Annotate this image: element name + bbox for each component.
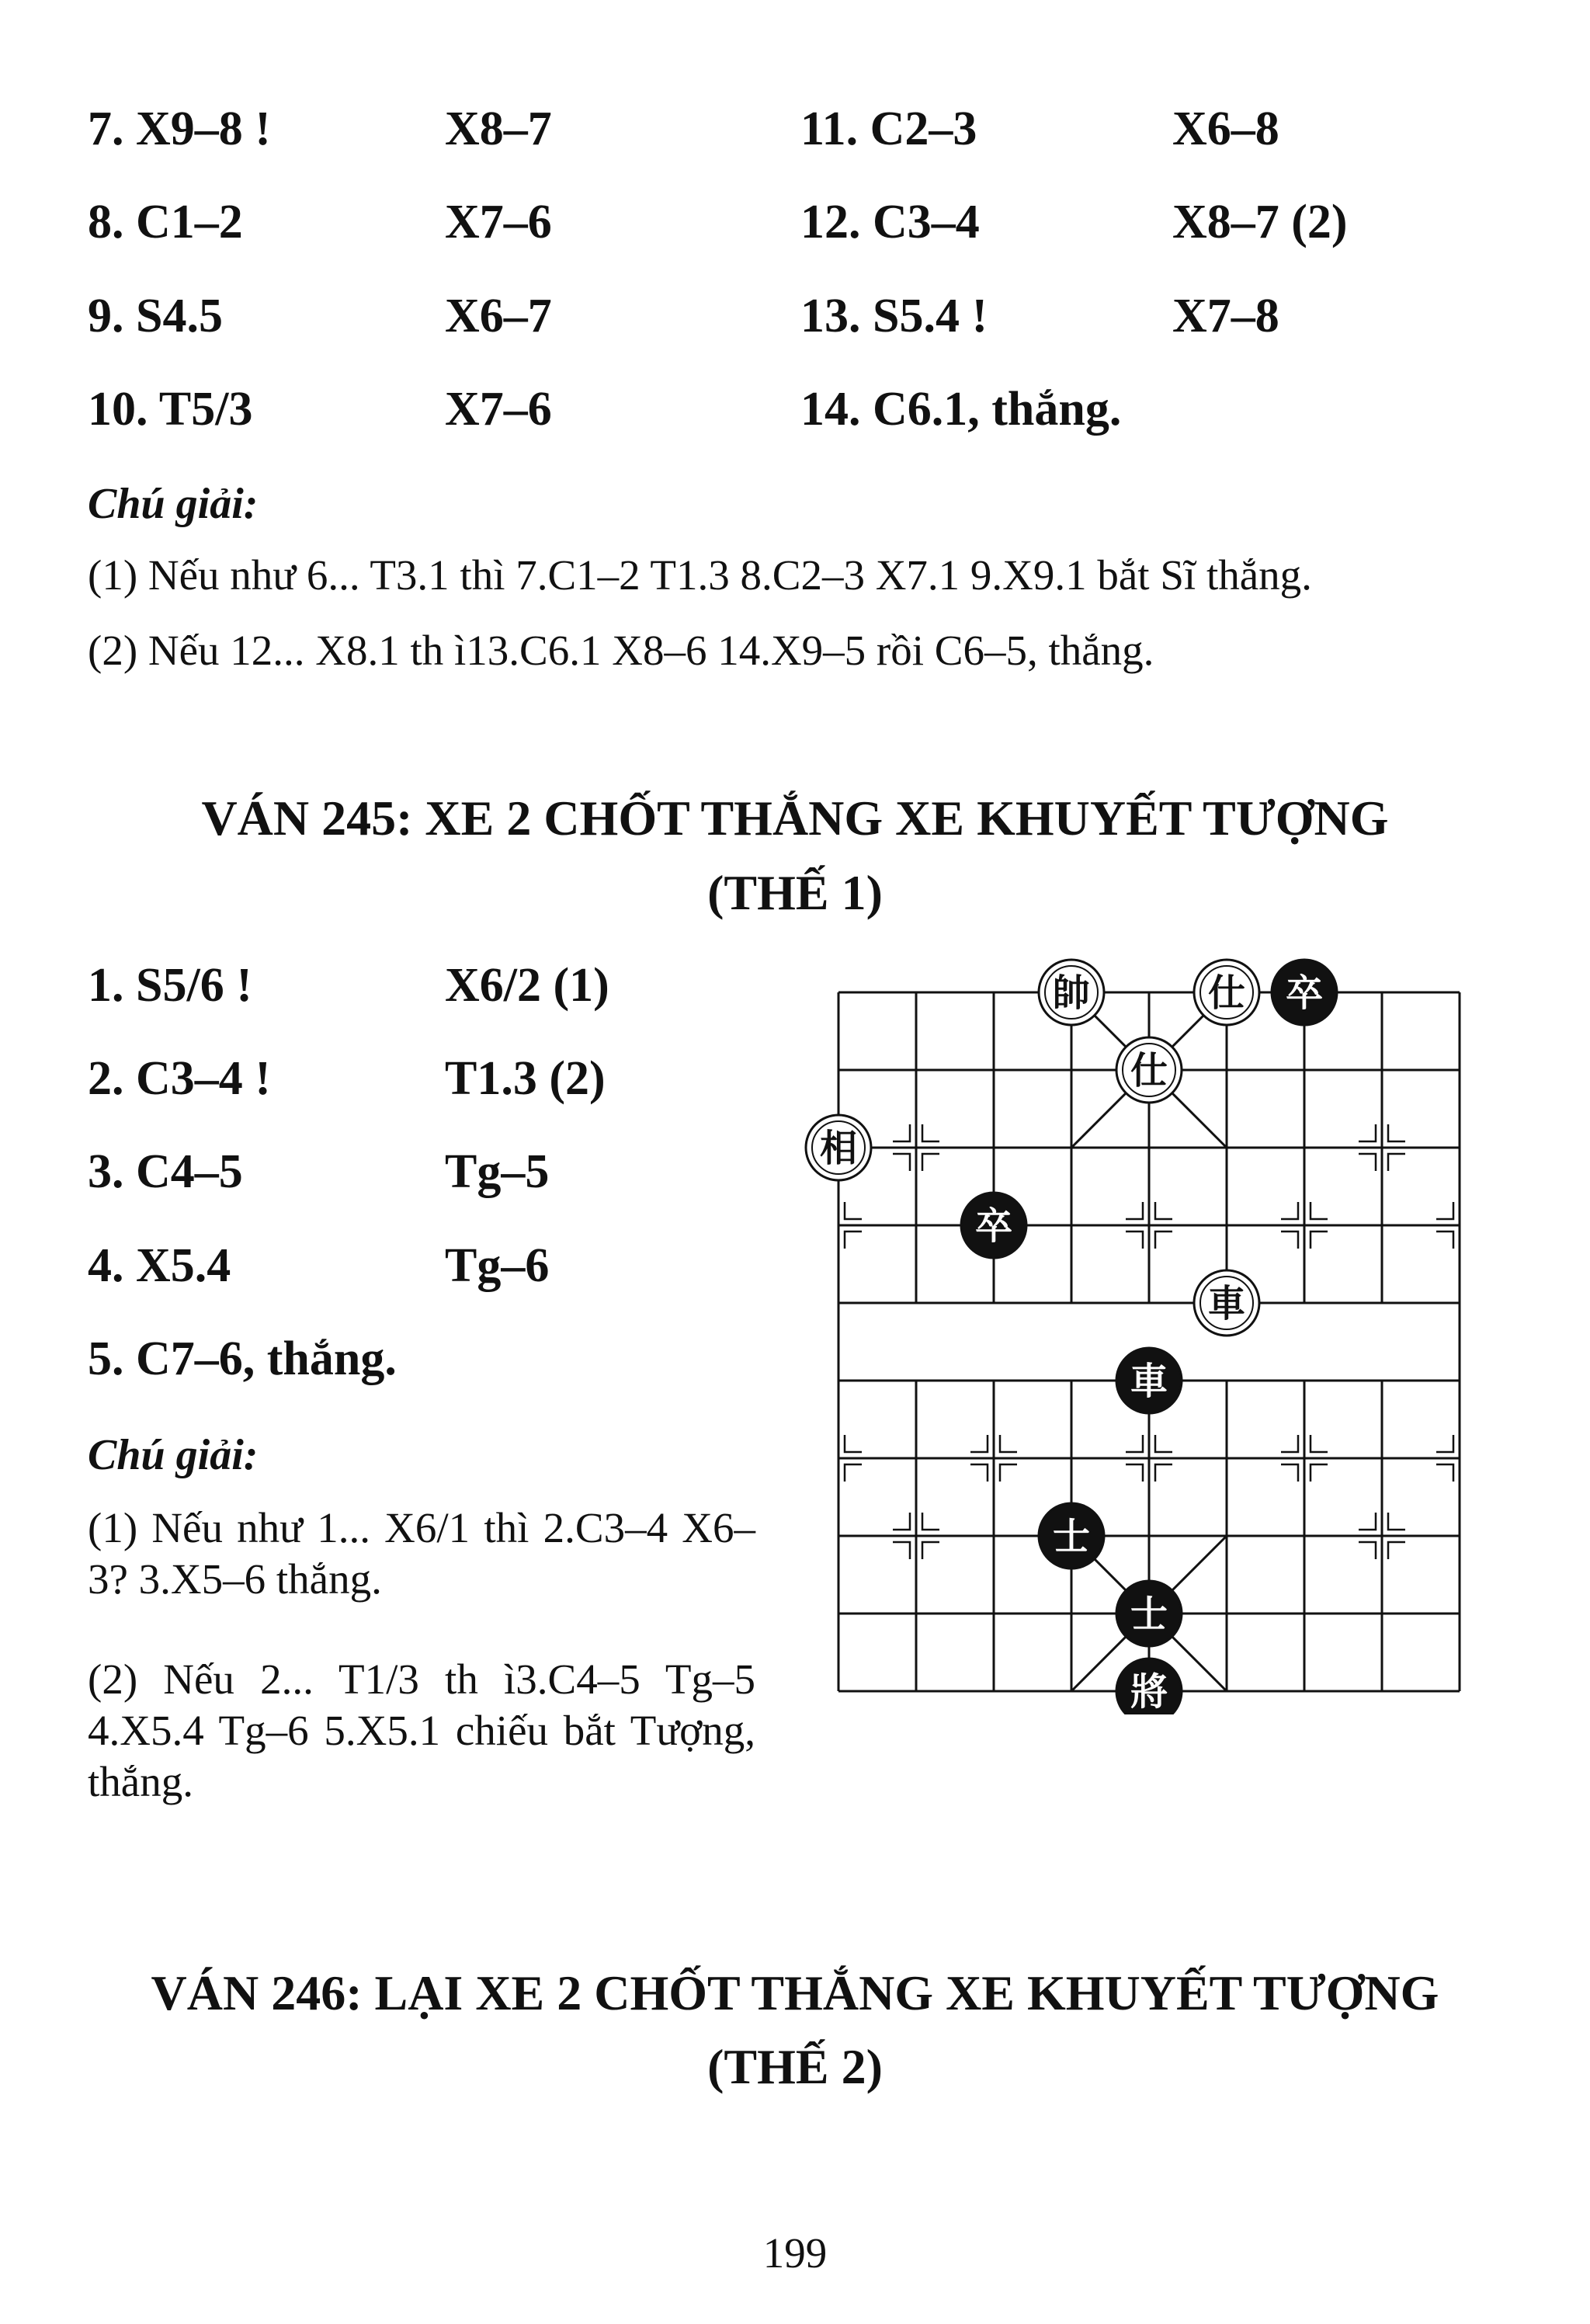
- xiangqi-board: [800, 954, 1483, 1714]
- game-245-title: VÁN 245: XE 2 CHỐT THẮNG XE KHUYẾT TƯỢNG: [201, 790, 1389, 846]
- game-245-subtitle: (THẾ 1): [707, 865, 883, 920]
- move-cell: 14. C6.1, thắng.: [800, 383, 1122, 436]
- move-cell: 7. X9–8 !: [88, 102, 271, 155]
- move-cell: 3. C4–5: [88, 1145, 243, 1198]
- svg-text:仕: 仕: [1207, 971, 1246, 1015]
- svg-text:士: 士: [1052, 1515, 1091, 1558]
- move-cell: 4. X5.4: [88, 1239, 231, 1292]
- move-cell: 8. C1–2: [88, 196, 243, 248]
- svg-text:仕: 仕: [1130, 1049, 1168, 1093]
- move-cell: X6–8: [1172, 102, 1279, 155]
- svg-text:士: 士: [1130, 1593, 1168, 1636]
- black-soldier-piece: [961, 1193, 1026, 1258]
- white-general-piece: [1039, 960, 1104, 1025]
- move-cell: X7–6: [445, 196, 552, 248]
- black-soldier-piece: [1272, 960, 1337, 1025]
- move-cell: X6/2 (1): [445, 959, 609, 1012]
- notes-label: Chú giải:: [88, 1431, 259, 1479]
- move-cell: X7–6: [445, 383, 552, 436]
- note-1: (1) Nếu như 1... X6/1 thì 2.C3–4 X6–3? 3.X5–6 thắng.: [88, 1504, 755, 1603]
- move-cell: 10. T5/3: [88, 383, 253, 436]
- move-cell: X8–7 (2): [1172, 196, 1348, 248]
- move-cell: T1.3 (2): [445, 1052, 606, 1105]
- svg-text:車: 車: [1207, 1282, 1246, 1325]
- black-advisor-piece: [1039, 1503, 1104, 1568]
- move-cell: 9. S4.5: [88, 290, 223, 342]
- white-elephant-piece: [806, 1115, 871, 1180]
- move-cell: 2. C3–4 !: [88, 1052, 271, 1105]
- move-cell: Tg–6: [445, 1239, 550, 1292]
- black-chariot-piece: [1116, 1348, 1182, 1413]
- white-chariot-piece: [1194, 1270, 1259, 1336]
- note-2: (2) Nếu 2... T1/3 th ì3.C4–5 Tg–5 4.X5.4 Tg–6 5.X5.1 chiếu bắt Tượng, thắng.: [88, 1655, 755, 1805]
- svg-text:相: 相: [819, 1127, 858, 1170]
- svg-text:帥: 帥: [1052, 971, 1091, 1015]
- white-advisor-piece: [1194, 960, 1259, 1025]
- move-cell: 12. C3–4: [800, 196, 980, 248]
- black-advisor-piece: [1116, 1581, 1182, 1646]
- svg-text:卒: 卒: [1285, 971, 1324, 1015]
- svg-text:將: 將: [1130, 1670, 1168, 1714]
- move-cell: 13. S5.4 !: [800, 290, 988, 342]
- move-cell: X7–8: [1172, 290, 1279, 342]
- note-1: (1) Nếu như 6... T3.1 thì 7.C1–2 T1.3 8.C2–3 X7.1 9.X9.1 bắt Sĩ thắng.: [88, 551, 1312, 599]
- note-2: (2) Nếu 12... X8.1 th ì13.C6.1 X8–6 14.X9–5 rồi C6–5, thắng.: [88, 627, 1154, 674]
- white-advisor-piece: [1116, 1037, 1182, 1103]
- game-246-subtitle: (THẾ 2): [707, 2039, 883, 2094]
- move-cell: X8–7: [445, 102, 552, 155]
- move-cell: 11. C2–3: [800, 102, 977, 155]
- black-general-piece: [1116, 1659, 1182, 1714]
- page-number: 199: [762, 2229, 828, 2277]
- notes-label: Chú giải:: [88, 480, 259, 528]
- move-cell: Tg–5: [445, 1145, 550, 1198]
- game-246-title: VÁN 246: LẠI XE 2 CHỐT THẮNG XE KHUYẾT TƯỢNG: [151, 1965, 1439, 2020]
- move-cell: 5. C7–6, thắng.: [88, 1332, 397, 1385]
- move-cell: 1. S5/6 !: [88, 959, 252, 1012]
- move-cell: X6–7: [445, 290, 552, 342]
- svg-text:卒: 卒: [974, 1204, 1013, 1248]
- svg-text:車: 車: [1130, 1360, 1168, 1403]
